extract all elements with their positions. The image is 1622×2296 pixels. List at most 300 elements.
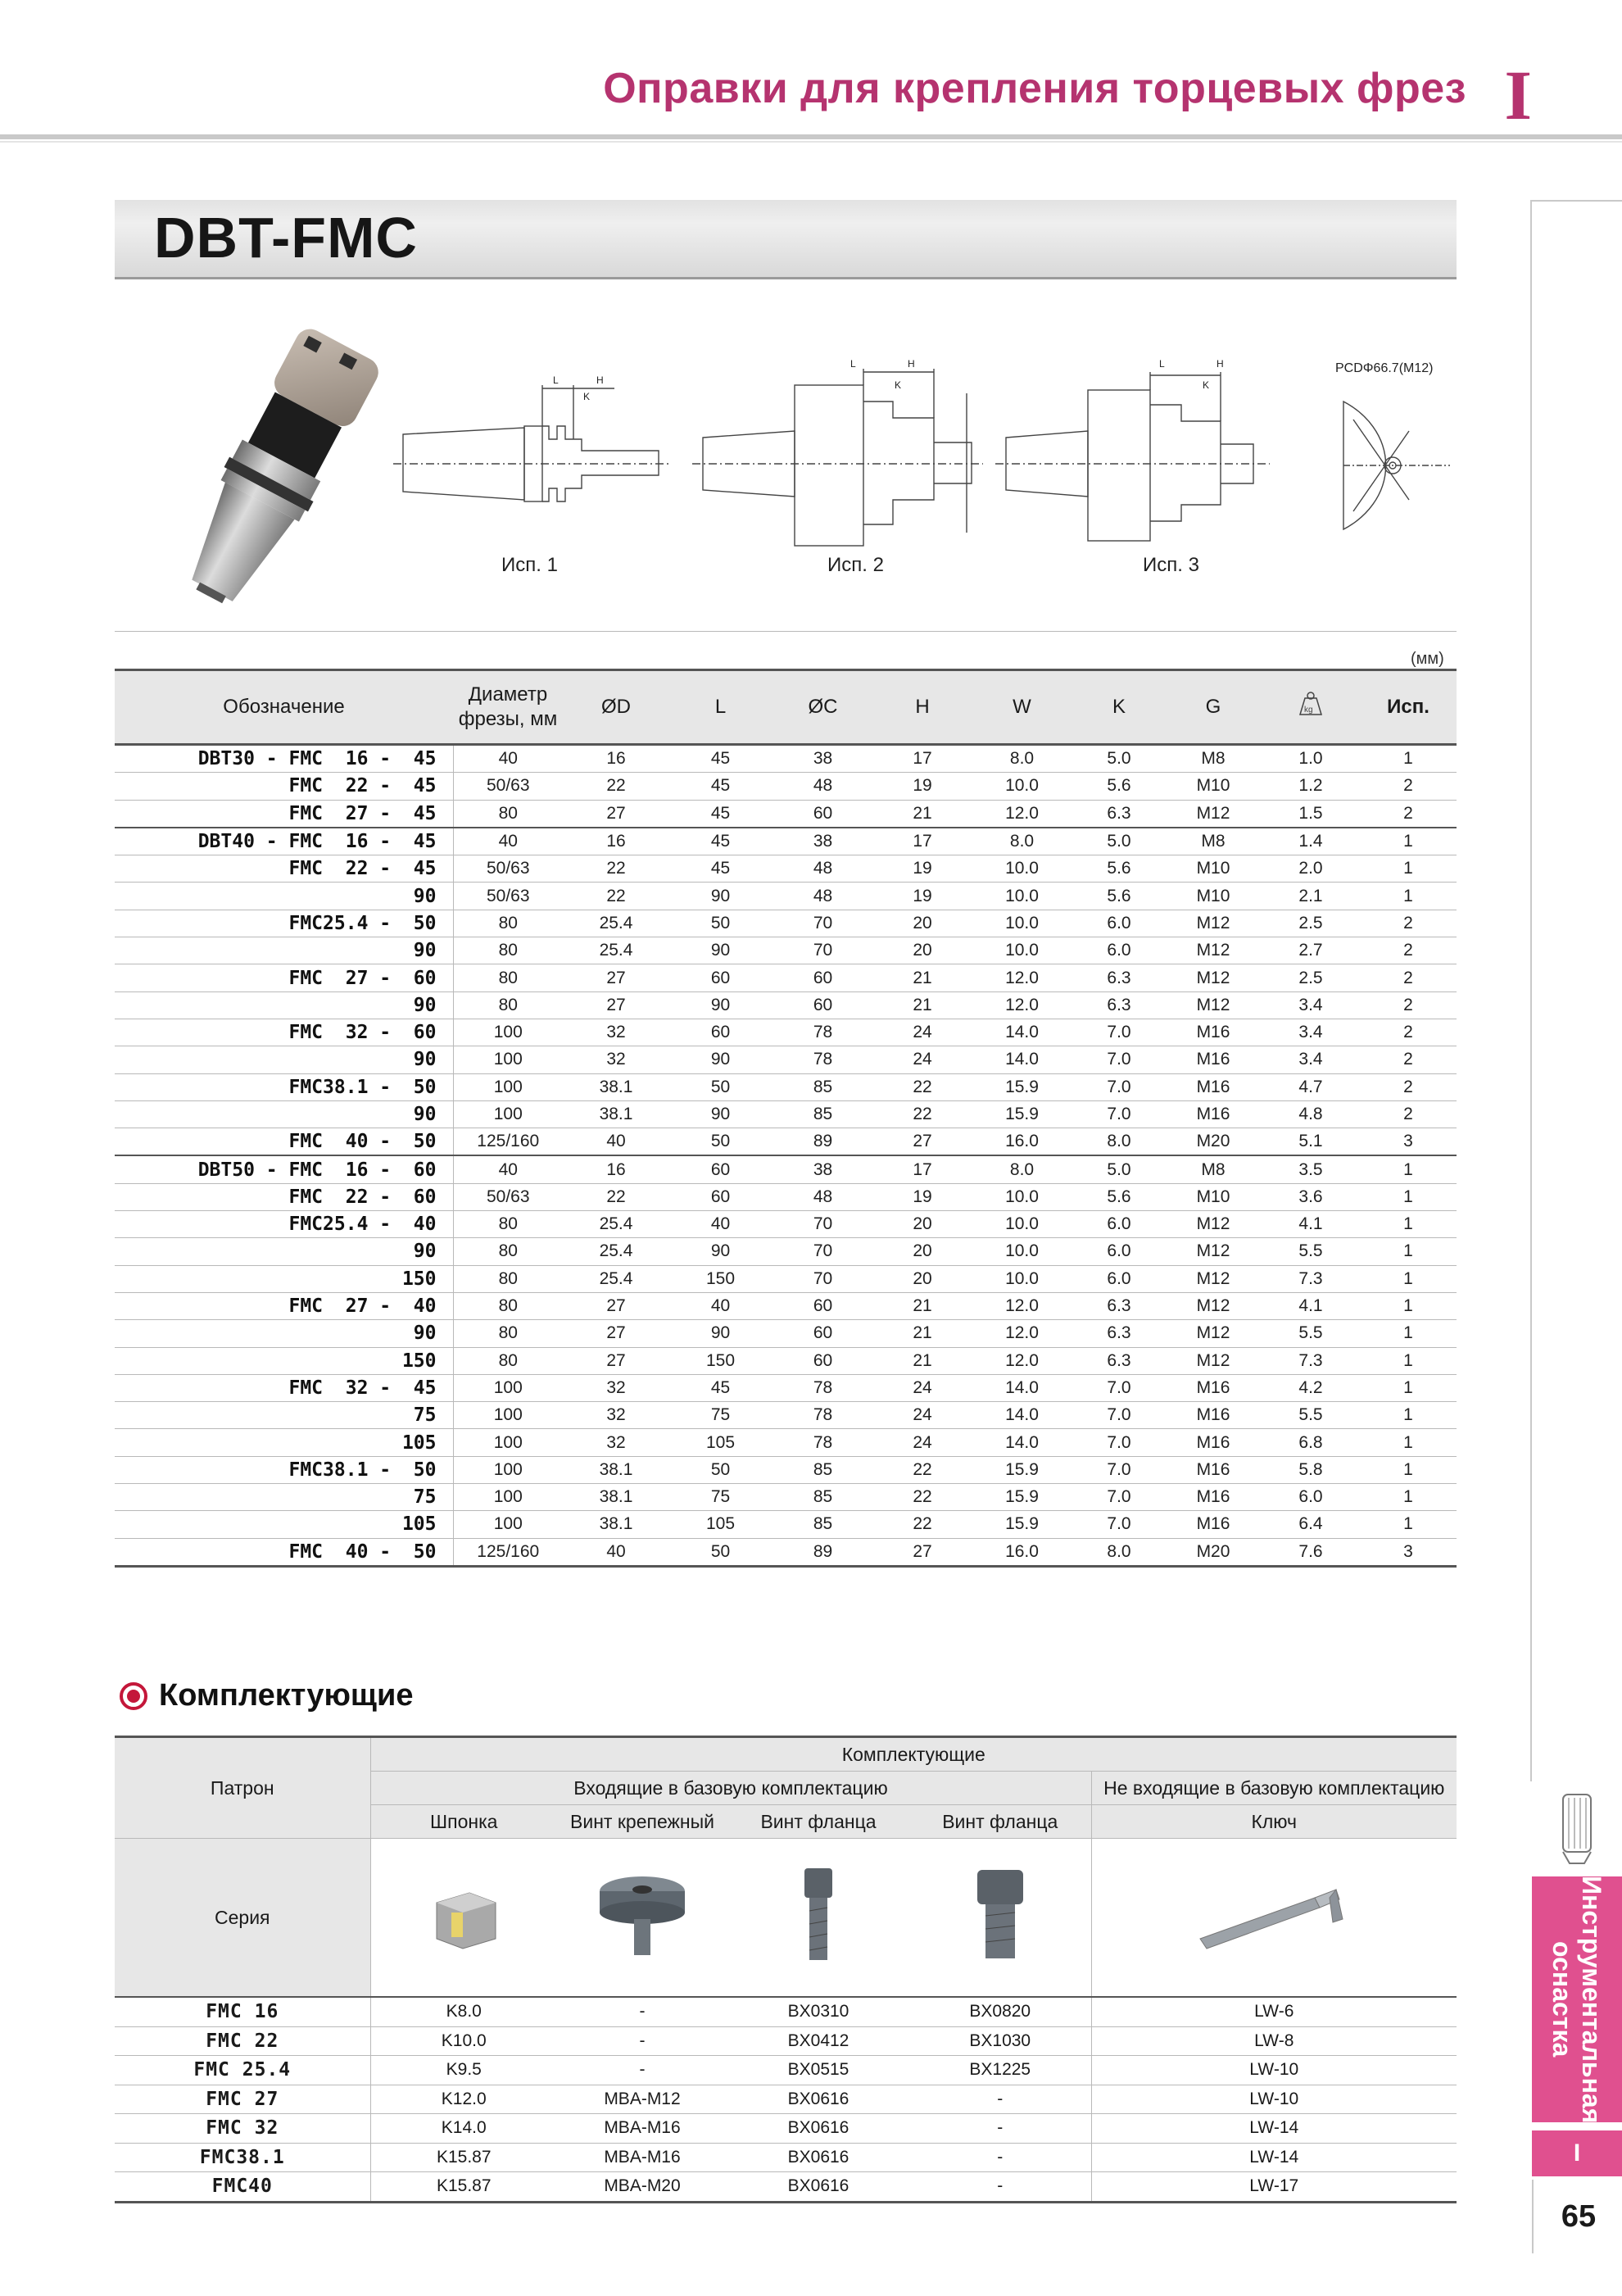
cell-kg: 3.4 [1262,1019,1360,1046]
cell-d-cutter: 80 [453,910,563,937]
cell-d-cutter: 80 [453,937,563,964]
cell-d: 32 [563,1019,669,1046]
cell-l: 90 [669,937,772,964]
cell-l: 60 [669,1019,772,1046]
cell-kg: 5.5 [1262,1402,1360,1429]
cell-c: 60 [772,1320,874,1347]
spec-row [115,910,1457,937]
cell-d: 40 [563,1538,669,1566]
cell-d: 32 [563,1402,669,1429]
cell-kg: 5.1 [1262,1128,1360,1156]
cell-designation: 150 [115,1347,453,1374]
cell-g: M10 [1165,773,1262,800]
cell-l: 45 [669,745,772,773]
cell-d-cutter: 80 [453,991,563,1019]
cell-l: 45 [669,828,772,855]
cell-kg: 3.4 [1262,1046,1360,1073]
cell-l: 40 [669,1292,772,1319]
svg-text:H: H [908,358,915,370]
cell-l: 60 [669,964,772,991]
accessory-row [115,2114,1457,2144]
cell-h: 17 [874,745,971,773]
cell-w: 14.0 [971,1374,1073,1401]
cell-k: 7.0 [1073,1073,1165,1100]
cell-l: 50 [669,1456,772,1483]
cell-h: 24 [874,1429,971,1456]
cell-c: 48 [772,855,874,883]
cell-c: 78 [772,1402,874,1429]
cell-flange2: - [909,2143,1091,2172]
cell-k: 7.0 [1073,1429,1165,1456]
cell-w: 15.9 [971,1484,1073,1511]
cell-type: 2 [1360,1019,1457,1046]
cell-d-cutter: 100 [453,1374,563,1401]
cell-screw: MBA-M12 [557,2085,727,2114]
cell-c: 70 [772,937,874,964]
cell-g: M12 [1165,1265,1262,1292]
spec-row [115,745,1457,773]
cell-d-cutter: 80 [453,1238,563,1265]
cell-designation: 90 [115,1238,453,1265]
cell-designation: FMC 22 - 45 [115,773,453,800]
cell-c: 85 [772,1511,874,1538]
cell-g: M12 [1165,800,1262,828]
cell-w: 10.0 [971,1183,1073,1210]
cell-kg: 4.2 [1262,1374,1360,1401]
cell-type: 3 [1360,1128,1457,1156]
cell-l: 150 [669,1265,772,1292]
cell-d-cutter: 80 [453,1265,563,1292]
cell-kg: 1.2 [1262,773,1360,800]
cell-designation: DBT40 - FMC 16 - 45 [115,828,453,855]
cell-w: 10.0 [971,937,1073,964]
mount-screw-icon [589,1862,695,1968]
cell-series: FMC 27 [115,2085,370,2114]
cell-wrench: LW-6 [1091,1997,1457,2026]
cell-w: 12.0 [971,991,1073,1019]
technical-drawings [393,352,1475,557]
section-divider [115,631,1457,632]
col-header-h: H [874,670,971,745]
cell-l: 50 [669,1128,772,1156]
cell-l: 75 [669,1484,772,1511]
cell-designation: FMC 40 - 50 [115,1128,453,1156]
cell-type: 1 [1360,1429,1457,1456]
cell-w: 14.0 [971,1046,1073,1073]
cell-d: 22 [563,1183,669,1210]
cell-w: 16.0 [971,1128,1073,1156]
accessory-row [115,2143,1457,2172]
cell-key: K9.5 [370,2056,557,2085]
page-number: 65 [1532,2180,1622,2253]
cell-w: 10.0 [971,1238,1073,1265]
cell-w: 8.0 [971,828,1073,855]
cell-type: 2 [1360,1073,1457,1100]
cell-k: 5.0 [1073,745,1165,773]
cell-k: 7.0 [1073,1374,1165,1401]
cell-wrench: LW-17 [1091,2172,1457,2203]
cell-c: 48 [772,1183,874,1210]
cell-l: 45 [669,855,772,883]
spec-row [115,855,1457,883]
cell-d-cutter: 125/160 [453,1128,563,1156]
accessories-heading [120,1678,413,1713]
cell-type: 2 [1360,937,1457,964]
spec-row [115,1292,1457,1319]
cell-designation: FMC 40 - 50 [115,1538,453,1566]
cell-l: 90 [669,883,772,910]
cell-designation: FMC 27 - 60 [115,964,453,991]
cell-type: 1 [1360,1456,1457,1483]
cell-g: M10 [1165,883,1262,910]
cell-d: 32 [563,1374,669,1401]
cell-d-cutter: 100 [453,1073,563,1100]
cell-screw: MBA-M16 [557,2114,727,2144]
svg-text:K: K [1203,379,1210,391]
cell-h: 17 [874,828,971,855]
cell-kg: 3.5 [1262,1155,1360,1183]
cell-l: 50 [669,1073,772,1100]
cell-h: 19 [874,1183,971,1210]
cell-k: 5.6 [1073,883,1165,910]
cell-g: M10 [1165,1183,1262,1210]
col-header-w: W [971,670,1073,745]
cell-d-cutter: 50/63 [453,855,563,883]
cell-g: M16 [1165,1402,1262,1429]
cell-g: M20 [1165,1128,1262,1156]
cell-flange1: BX0515 [727,2056,909,2085]
cell-d: 38.1 [563,1456,669,1483]
cell-k: 5.6 [1073,855,1165,883]
weight-icon [1292,690,1330,718]
side-divider-top [1530,200,1622,202]
cell-c: 38 [772,745,874,773]
cell-c: 48 [772,883,874,910]
spec-row [115,1100,1457,1128]
cell-h: 20 [874,1265,971,1292]
cell-kg: 3.4 [1262,991,1360,1019]
cell-d: 27 [563,991,669,1019]
cell-g: M16 [1165,1019,1262,1046]
accessory-row [115,2085,1457,2114]
cell-c: 48 [772,773,874,800]
section-roman-numeral: I [1504,56,1532,134]
cell-w: 10.0 [971,910,1073,937]
cell-w: 10.0 [971,1265,1073,1292]
cell-k: 6.3 [1073,800,1165,828]
cell-d-cutter: 100 [453,1456,563,1483]
collet-icon [1540,1786,1614,1868]
cell-h: 24 [874,1046,971,1073]
cell-h: 22 [874,1484,971,1511]
cell-type: 1 [1360,1511,1457,1538]
cell-g: M12 [1165,1320,1262,1347]
cell-l: 50 [669,1538,772,1566]
cell-type: 2 [1360,773,1457,800]
cell-d: 16 [563,745,669,773]
cell-key: K15.87 [370,2143,557,2172]
cell-k: 7.0 [1073,1019,1165,1046]
cell-h: 21 [874,1347,971,1374]
cell-d: 40 [563,1128,669,1156]
spec-row [115,1211,1457,1238]
col-header-k: K [1073,670,1165,745]
section-tab-roman: I [1532,2130,1622,2176]
cell-type: 2 [1360,800,1457,828]
cell-g: M12 [1165,910,1262,937]
cell-h: 24 [874,1374,971,1401]
spec-row [115,773,1457,800]
cell-g: M16 [1165,1374,1262,1401]
acc-col-key: Шпонка [370,1805,557,1839]
cell-d-cutter: 40 [453,1155,563,1183]
cell-flange2: - [909,2172,1091,2203]
cell-d: 38.1 [563,1100,669,1128]
cell-k: 6.3 [1073,964,1165,991]
cell-type: 1 [1360,828,1457,855]
col-header-c: ØC [772,670,874,745]
flange-screw-2-image [909,1839,1091,1998]
cell-kg: 1.4 [1262,828,1360,855]
cell-type: 1 [1360,1183,1457,1210]
wrench-image [1091,1839,1457,1998]
cell-c: 89 [772,1538,874,1566]
cell-designation: FMC38.1 - 50 [115,1073,453,1100]
cell-type: 2 [1360,1046,1457,1073]
section-tab-label: Инструментальная оснастка [1547,1875,1606,2124]
flange-screw-1-image [727,1839,909,1998]
cell-c: 60 [772,964,874,991]
col-header-l: L [669,670,772,745]
cell-kg: 6.0 [1262,1484,1360,1511]
cell-g: M16 [1165,1073,1262,1100]
spec-row [115,1265,1457,1292]
flange-screw-2-icon [959,1862,1041,1968]
cell-d-cutter: 40 [453,745,563,773]
cell-designation: 90 [115,991,453,1019]
cell-flange2: BX0820 [909,1997,1091,2026]
cell-d-cutter: 40 [453,828,563,855]
cell-screw: - [557,1997,727,2026]
cell-l: 60 [669,1155,772,1183]
cell-flange1: BX0616 [727,2172,909,2203]
cell-d: 16 [563,828,669,855]
cell-wrench: LW-10 [1091,2056,1457,2085]
cell-d: 25.4 [563,910,669,937]
cell-k: 6.3 [1073,1347,1165,1374]
cell-d-cutter: 100 [453,1402,563,1429]
cell-flange1: BX0616 [727,2114,909,2144]
acc-series-label: Серия [115,1839,370,1998]
cell-type: 1 [1360,883,1457,910]
cell-designation: 75 [115,1484,453,1511]
cell-kg: 7.6 [1262,1538,1360,1566]
cell-d: 25.4 [563,1265,669,1292]
cell-g: M8 [1165,745,1262,773]
cell-w: 10.0 [971,1211,1073,1238]
cell-d: 38.1 [563,1073,669,1100]
cell-k: 7.0 [1073,1402,1165,1429]
cell-designation: FMC25.4 - 40 [115,1211,453,1238]
cell-w: 15.9 [971,1100,1073,1128]
cell-c: 78 [772,1374,874,1401]
cell-designation: FMC 27 - 40 [115,1292,453,1319]
cell-h: 24 [874,1402,971,1429]
cell-designation: FMC 32 - 60 [115,1019,453,1046]
acc-col-mount-screw: Винт крепежный [557,1805,727,1839]
svg-text:L: L [1159,358,1165,370]
cell-flange1: BX0616 [727,2085,909,2114]
cell-w: 8.0 [971,745,1073,773]
side-divider [1530,200,1532,1781]
spec-row [115,1155,1457,1183]
cell-screw: - [557,2026,727,2056]
cell-h: 19 [874,883,971,910]
cell-k: 6.3 [1073,991,1165,1019]
acc-header-included: Входящие в базовую комплектацию [370,1772,1091,1805]
cell-k: 6.0 [1073,910,1165,937]
cell-d: 22 [563,855,669,883]
cell-c: 78 [772,1019,874,1046]
cell-c: 85 [772,1100,874,1128]
cell-k: 6.0 [1073,1238,1165,1265]
header-divider [0,134,1622,139]
cell-d-cutter: 100 [453,1429,563,1456]
cell-designation: DBT50 - FMC 16 - 60 [115,1155,453,1183]
cell-flange1: BX0310 [727,1997,909,2026]
cell-d: 25.4 [563,1238,669,1265]
cell-k: 5.0 [1073,1155,1165,1183]
cell-w: 14.0 [971,1429,1073,1456]
cell-d: 22 [563,773,669,800]
cell-type: 1 [1360,1211,1457,1238]
cell-g: M8 [1165,1155,1262,1183]
spec-row [115,1402,1457,1429]
drawing-variant-1 [393,385,672,501]
cell-flange1: BX0412 [727,2026,909,2056]
cell-l: 90 [669,991,772,1019]
cell-d-cutter: 50/63 [453,1183,563,1210]
acc-header-not-included: Не входящие в базовую комплектацию [1091,1772,1457,1805]
cell-h: 22 [874,1511,971,1538]
key-icon [419,1870,509,1960]
cell-kg: 4.8 [1262,1100,1360,1128]
cell-g: M12 [1165,937,1262,964]
svg-text:K: K [583,391,591,402]
cell-h: 19 [874,773,971,800]
cell-h: 21 [874,800,971,828]
spec-row [115,1347,1457,1374]
cell-k: 5.6 [1073,773,1165,800]
cell-type: 1 [1360,1347,1457,1374]
cell-kg: 3.6 [1262,1183,1360,1210]
cell-flange2: BX1225 [909,2056,1091,2085]
col-header-variant: Исп. [1360,670,1457,745]
cell-h: 17 [874,1155,971,1183]
spec-table [115,669,1457,1568]
cell-k: 6.3 [1073,1320,1165,1347]
weight-unit: kg [1304,706,1313,715]
cell-c: 38 [772,828,874,855]
caption-variant-1: Исп. 1 [501,554,558,576]
cell-d: 25.4 [563,1211,669,1238]
cell-designation: 105 [115,1511,453,1538]
cell-kg: 4.7 [1262,1073,1360,1100]
cell-k: 8.0 [1073,1128,1165,1156]
cell-c: 70 [772,1238,874,1265]
cell-kg: 5.5 [1262,1238,1360,1265]
col-header-cutter-diameter: Диаметр фрезы, мм [453,670,563,745]
caption-variant-2: Исп. 2 [827,554,884,576]
cell-w: 14.0 [971,1019,1073,1046]
cell-g: M10 [1165,855,1262,883]
cell-flange1: BX0616 [727,2143,909,2172]
spec-row [115,883,1457,910]
cell-g: M16 [1165,1511,1262,1538]
cell-g: M8 [1165,828,1262,855]
cell-g: M16 [1165,1100,1262,1128]
cell-designation: FMC25.4 - 50 [115,910,453,937]
cell-d-cutter: 80 [453,800,563,828]
cell-l: 45 [669,1374,772,1401]
cell-l: 40 [669,1211,772,1238]
cell-w: 12.0 [971,1347,1073,1374]
drawing-variant-2 [692,369,983,546]
accessory-row [115,2026,1457,2056]
cell-kg: 5.5 [1262,1320,1360,1347]
cell-key: K15.87 [370,2172,557,2203]
cell-kg: 6.4 [1262,1511,1360,1538]
cell-k: 6.0 [1073,1211,1165,1238]
cell-w: 12.0 [971,1320,1073,1347]
acc-header-holder: Патрон [115,1737,370,1839]
cell-h: 20 [874,1211,971,1238]
cell-wrench: LW-8 [1091,2026,1457,2056]
cell-type: 1 [1360,855,1457,883]
cell-c: 85 [772,1456,874,1483]
cell-d: 25.4 [563,937,669,964]
cell-type: 1 [1360,1155,1457,1183]
cell-d-cutter: 80 [453,1347,563,1374]
header-divider-thin [0,141,1622,143]
cell-designation: 75 [115,1402,453,1429]
cell-designation: 90 [115,1320,453,1347]
cell-w: 15.9 [971,1073,1073,1100]
cell-d-cutter: 80 [453,1211,563,1238]
cell-c: 89 [772,1128,874,1156]
cell-designation: 90 [115,1100,453,1128]
spec-row [115,1374,1457,1401]
cell-designation: 150 [115,1265,453,1292]
cell-d-cutter: 100 [453,1100,563,1128]
cell-g: M12 [1165,1292,1262,1319]
cell-g: M12 [1165,1347,1262,1374]
cell-designation: 105 [115,1429,453,1456]
cell-designation: 90 [115,937,453,964]
cell-h: 19 [874,855,971,883]
cell-c: 38 [772,1155,874,1183]
cell-designation: FMC 32 - 45 [115,1374,453,1401]
cell-l: 150 [669,1347,772,1374]
cell-d: 16 [563,1155,669,1183]
cell-l: 60 [669,1183,772,1210]
spec-row [115,1046,1457,1073]
cell-type: 1 [1360,1374,1457,1401]
hex-wrench-icon [1192,1870,1356,1960]
cell-k: 7.0 [1073,1484,1165,1511]
cell-type: 1 [1360,1265,1457,1292]
cell-type: 1 [1360,1402,1457,1429]
